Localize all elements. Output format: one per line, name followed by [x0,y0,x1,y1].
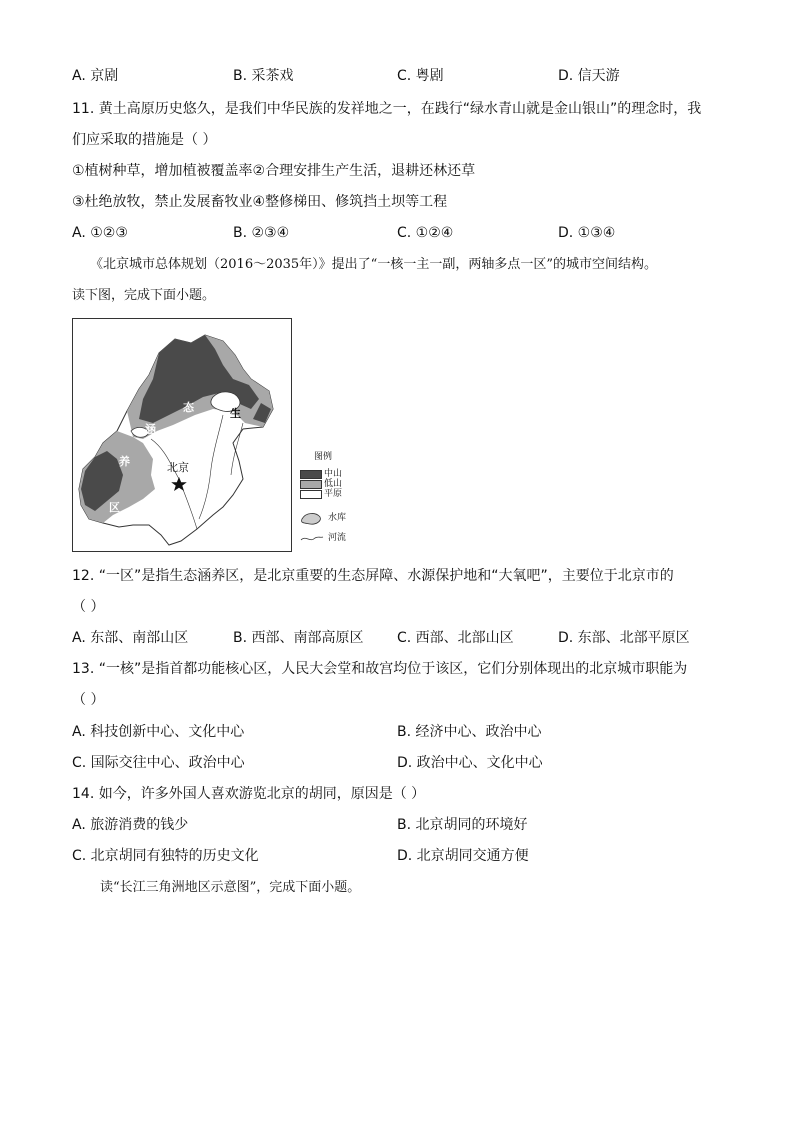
region-char-2: 态 [183,401,194,414]
q11-option-d: D. ①③④ [558,225,616,241]
q11-option-a: A. ①②③ [72,225,128,241]
beijing-map [72,318,292,552]
region-char-3: 涵 [145,423,156,436]
q14-option-b: B. 北京胡同的环境好 [397,817,528,833]
q13-stem-line2: （ ） [72,692,105,708]
q11-statement1: ①植树种草，增加植被覆盖率②合理安排生产生活，退耕还林还草 [72,163,476,179]
q11-option-b: B. ②③④ [233,225,290,241]
q12-stem-line1: 12. “一区”是指生态涵养区，是北京重要的生态屏障、水源保护地和“大氧吧”，主要位于北京市的 [72,568,674,584]
q12-option-c: C. 西部、北部山区 [397,630,514,646]
reservoir-icon [300,511,324,527]
intro-beijing-plan-line2: 读下图，完成下面小题。 [72,288,216,303]
q12-option-a: A. 东部、南部山区 [72,630,189,646]
q10-option-d: D. 信天游 [558,68,620,84]
city-label-beijing: 北京 [167,461,189,474]
legend-swatch-plain [300,490,322,499]
q10-option-b: B. 采茶戏 [233,68,294,84]
legend-label-reservoir: 水库 [328,513,347,523]
q10-option-a: A. 京剧 [72,68,119,84]
legend-swatch-mid-mountain [300,470,322,479]
region-char-5: 区 [109,501,120,514]
q13-option-a: A. 科技创新中心、文化中心 [72,724,245,740]
intro-beijing-plan-line1: 《北京城市总体规划（2016～2035年）》提出了“一核一主一副，两轴多点一区”的城市空间结构。 [90,257,657,272]
q13-stem-line1: 13. “一核”是指首都功能核心区，人民大会堂和故宫均位于该区，它们分别体现出的北京城市职能为 [72,661,688,677]
region-char-1: 生 [230,407,241,420]
q12-stem-line2: （ ） [72,599,105,615]
q14-option-a: A. 旅游消费的钱少 [72,817,189,833]
q11-stem-line2: 们应采取的措施是（ ） [72,132,217,148]
q11-option-c: C. ①②④ [397,225,454,241]
q10-option-c: C. 粤剧 [397,68,444,84]
q11-statement2: ③杜绝放牧，禁止发展畜牧业④整修梯田、修筑挡土坝等工程 [72,194,448,210]
region-char-4: 养 [119,455,130,468]
q11-stem-line1: 11. 黄土高原历史悠久，是我们中华民族的发祥地之一，在践行“绿水青山就是金山银山”的理念时，我 [72,101,702,117]
intro-yangtze-delta: 读“长江三角洲地区示意图”，完成下面小题。 [100,880,361,895]
beijing-terrain-svg [73,319,293,553]
q13-option-b: B. 经济中心、政治中心 [397,724,542,740]
q12-option-b: B. 西部、南部高原区 [233,630,364,646]
legend-swatch-low-mountain [300,480,322,489]
q14-stem: 14. 如今，许多外国人喜欢游览北京的胡同，原因是（ ） [72,786,426,802]
q13-option-c: C. 国际交往中心、政治中心 [72,755,245,771]
legend-label-river: 河流 [328,533,347,543]
q14-option-c: C. 北京胡同有独特的历史文化 [72,848,259,864]
legend-label-plain: 平原 [324,489,343,499]
q14-option-d: D. 北京胡同交通方便 [397,848,529,864]
legend-label-mid-mountain: 中山 [324,469,343,479]
legend-title: 图例 [314,452,333,462]
legend-label-low-mountain: 低山 [324,479,343,489]
river-icon [300,534,324,544]
q13-option-d: D. 政治中心、文化中心 [397,755,543,771]
q12-option-d: D. 东部、北部平原区 [558,630,690,646]
